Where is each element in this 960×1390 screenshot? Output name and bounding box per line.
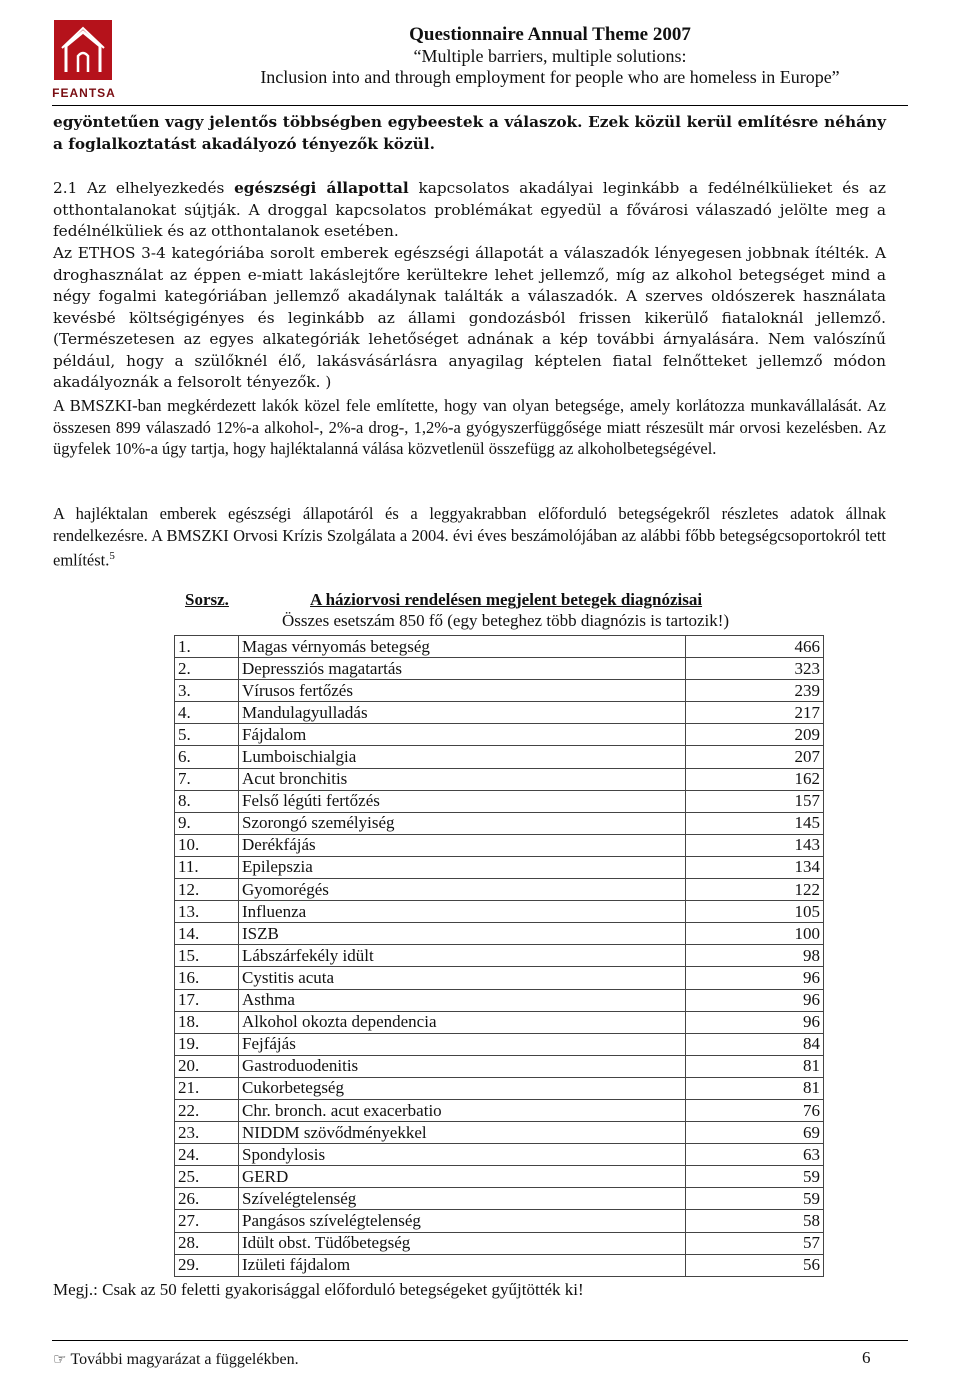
row-rank: 29. xyxy=(175,1254,239,1276)
row-diagnosis: Magas vérnyomás betegség xyxy=(239,636,686,658)
row-count: 239 xyxy=(686,680,824,702)
row-rank: 17. xyxy=(175,989,239,1011)
table-row xyxy=(175,901,824,923)
row-count: 59 xyxy=(686,1166,824,1188)
row-count: 157 xyxy=(686,790,824,812)
row-rank: 18. xyxy=(175,1011,239,1033)
row-diagnosis: Szorongó személyiség xyxy=(239,812,686,834)
feantsa-logo xyxy=(54,20,112,80)
row-count: 81 xyxy=(686,1077,824,1099)
row-rank: 26. xyxy=(175,1188,239,1210)
p2-rest: A droghasználat az éppen e-miatt lakáslejtőre kerültekre lehet jellemző, míg az alkohol betegséget mind a négy fogalmi kategóriában jellemző akadálynak találták a válaszadók. A szerves oldószerek használata kevésbé költségigényes és leginkább az állami gondozásból frissen kikerülő fiataloknál jellemző. (Természetesen az egyes alkategóriák lehetőséget adnának a kép további árnyalására. Nem valószínű például, hogy a szülőknél élő, lakásvásárlásra anyagilag képtelen fiatal felnőtteket jellemző módon akadályoznák a felsorolt tényezők. ) xyxy=(53,244,886,391)
table-row xyxy=(175,1099,824,1121)
p1-end: kapcsolatos akadályai leginkább a fedélnélkülieket és az otthontalanokat sújtják. xyxy=(53,179,886,219)
table-row xyxy=(175,967,824,989)
row-diagnosis: Depressziós magatartás xyxy=(239,658,686,680)
row-count: 69 xyxy=(686,1122,824,1144)
row-count: 143 xyxy=(686,834,824,856)
row-diagnosis: Mandulagyulladás xyxy=(239,702,686,724)
row-rank: 14. xyxy=(175,923,239,945)
row-diagnosis: Cystitis acuta xyxy=(239,967,686,989)
row-diagnosis: Epilepszia xyxy=(239,856,686,878)
intro-paragraph: egyöntetűen vagy jelentős többségben egybeestek a válaszok. Ezek közül kerül említésre néhány a foglalkoztatást akadályozó tényezők közül. xyxy=(53,113,886,153)
row-count: 209 xyxy=(686,724,824,746)
header-title: Questionnaire Annual Theme 2007 xyxy=(409,24,691,45)
row-rank: 27. xyxy=(175,1210,239,1232)
row-rank: 25. xyxy=(175,1166,239,1188)
row-count: 96 xyxy=(686,989,824,1011)
row-diagnosis: Gastroduodenitis xyxy=(239,1055,686,1077)
paragraph-ethos xyxy=(53,243,886,394)
row-diagnosis: Lumboischialgia xyxy=(239,746,686,768)
pointing-hand-icon: ☞ xyxy=(53,1352,67,1368)
row-count: 84 xyxy=(686,1033,824,1055)
table-col-rank-header: Sorsz. xyxy=(185,590,229,609)
row-rank: 19. xyxy=(175,1033,239,1055)
row-diagnosis: Szívelégtelenség xyxy=(239,1188,686,1210)
row-count: 57 xyxy=(686,1232,824,1254)
table-row xyxy=(175,1122,824,1144)
p4-text: A hajléktalan emberek egészségi állapotáról és a leggyakrabban előforduló betegségekről részletes adatok állnak rendelkezésre. A BMSZKI Orvosi Krízis Szolgálata a 2004. évi éves beszámolójában az alábbi főbb betegségcsoportokról tett említést. xyxy=(53,504,886,570)
table-row xyxy=(175,1166,824,1188)
footer-divider xyxy=(52,1340,908,1341)
row-count: 466 xyxy=(686,636,824,658)
row-rank: 13. xyxy=(175,901,239,923)
paragraph-2-1 xyxy=(53,178,886,243)
table-row xyxy=(175,724,824,746)
table-row xyxy=(175,1232,824,1254)
row-count: 81 xyxy=(686,1055,824,1077)
house-logo-icon xyxy=(54,20,112,80)
row-rank: 2. xyxy=(175,658,239,680)
row-diagnosis: Asthma xyxy=(239,989,686,1011)
footer-text: További magyarázat a függelékben. xyxy=(70,1351,299,1368)
row-rank: 5. xyxy=(175,724,239,746)
table-row xyxy=(175,658,824,680)
row-count: 63 xyxy=(686,1144,824,1166)
header-divider xyxy=(52,105,908,106)
row-rank: 8. xyxy=(175,790,239,812)
table-title: A háziorvosi rendelésen megjelent betegek diagnózisai xyxy=(310,590,703,609)
table-row xyxy=(175,1033,824,1055)
table-row xyxy=(175,1144,824,1166)
row-count: 145 xyxy=(686,812,824,834)
table-row xyxy=(175,702,824,724)
row-rank: 16. xyxy=(175,967,239,989)
row-count: 56 xyxy=(686,1254,824,1276)
table-note: Megj.: Csak az 50 feletti gyakorisággal előforduló betegségeket gyűjtötték ki! xyxy=(53,1280,584,1299)
row-count: 122 xyxy=(686,879,824,901)
table-row xyxy=(175,636,824,658)
page-number: 6 xyxy=(862,1348,871,1367)
row-rank: 11. xyxy=(175,856,239,878)
row-rank: 10. xyxy=(175,834,239,856)
row-rank: 22. xyxy=(175,1099,239,1121)
table-row xyxy=(175,1077,824,1099)
table-row xyxy=(175,1254,824,1276)
footer-note xyxy=(53,1350,299,1369)
row-diagnosis: Chr. bronch. acut exacerbatio xyxy=(239,1099,686,1121)
row-count: 59 xyxy=(686,1188,824,1210)
row-diagnosis: ISZB xyxy=(239,923,686,945)
row-count: 76 xyxy=(686,1099,824,1121)
row-count: 100 xyxy=(686,923,824,945)
row-count: 162 xyxy=(686,768,824,790)
header-subtitle-2: Inclusion into and through employment for people who are homeless in Europe” xyxy=(260,67,840,87)
table-row xyxy=(175,856,824,878)
row-count: 217 xyxy=(686,702,824,724)
row-diagnosis: Felső légúti fertőzés xyxy=(239,790,686,812)
table-row xyxy=(175,989,824,1011)
row-rank: 3. xyxy=(175,680,239,702)
row-diagnosis: Derékfájás xyxy=(239,834,686,856)
row-rank: 4. xyxy=(175,702,239,724)
row-count: 207 xyxy=(686,746,824,768)
row-diagnosis: Pangásos szívelégtelenség xyxy=(239,1210,686,1232)
table-row xyxy=(175,1011,824,1033)
table-row xyxy=(175,834,824,856)
row-count: 323 xyxy=(686,658,824,680)
row-rank: 1. xyxy=(175,636,239,658)
row-diagnosis: Alkohol okozta dependencia xyxy=(239,1011,686,1033)
row-diagnosis: Influenza xyxy=(239,901,686,923)
row-diagnosis: Vírusos fertőzés xyxy=(239,680,686,702)
row-diagnosis: Lábszárfekély idült xyxy=(239,945,686,967)
table-row xyxy=(175,680,824,702)
row-rank: 23. xyxy=(175,1122,239,1144)
logo-wordmark: FEANTSA xyxy=(52,86,116,100)
table-row xyxy=(175,790,824,812)
row-rank: 24. xyxy=(175,1144,239,1166)
p1-drug: A droggal kapcsolatos problémákat egyedül a fővárosi válaszadó jelölte meg a fedélnélküliek és az otthontalanok esetében. xyxy=(53,200,886,240)
row-diagnosis: Cukorbetegség xyxy=(239,1077,686,1099)
row-rank: 7. xyxy=(175,768,239,790)
row-count: 96 xyxy=(686,1011,824,1033)
p1-bold: egészségi állapottal xyxy=(234,179,409,197)
table-row xyxy=(175,1055,824,1077)
row-diagnosis: Fejfájás xyxy=(239,1033,686,1055)
row-count: 98 xyxy=(686,945,824,967)
row-rank: 15. xyxy=(175,945,239,967)
row-count: 58 xyxy=(686,1210,824,1232)
paragraph-bmszki: A BMSZKI-ban megkérdezett lakók közel fele említette, hogy van olyan betegsége, amely korlátozza munkavállalását. Az összesen 899 válaszadó 12%-a alkohol-, 2%-a drog-, 1,2%-a gyógyszerfüggősége miatt részesült már orvosi kezelésben. Az ügyfelek 10%-a úgy tartja, hogy hajléktalanná válása közvetlenül összefügg az alkoholbetegségével. xyxy=(53,396,886,458)
row-diagnosis: Acut bronchitis xyxy=(239,768,686,790)
row-count: 96 xyxy=(686,967,824,989)
p1-start: 2.1 Az elhelyezkedés xyxy=(53,179,235,197)
table-row xyxy=(175,945,824,967)
row-count: 134 xyxy=(686,856,824,878)
table-row xyxy=(175,768,824,790)
row-diagnosis: GERD xyxy=(239,1166,686,1188)
paragraph-health-data xyxy=(53,503,886,571)
row-diagnosis: Izületi fájdalom xyxy=(239,1254,686,1276)
table-row xyxy=(175,923,824,945)
table-row xyxy=(175,879,824,901)
row-diagnosis: Fájdalom xyxy=(239,724,686,746)
table-row xyxy=(175,1210,824,1232)
row-rank: 20. xyxy=(175,1055,239,1077)
table-row xyxy=(175,812,824,834)
header-subtitle-1: “Multiple barriers, multiple solutions: xyxy=(413,46,687,66)
row-count: 105 xyxy=(686,901,824,923)
row-diagnosis: Gyomorégés xyxy=(239,879,686,901)
diagnosis-table xyxy=(174,635,824,1277)
row-rank: 21. xyxy=(175,1077,239,1099)
p2-start: Az ETHOS 3-4 kategóriába sorolt emberek egészségi állapotát a válaszadók lényegesen jobbnak ítélték. xyxy=(53,244,870,262)
row-rank: 12. xyxy=(175,879,239,901)
row-diagnosis: Idült obst. Tüdőbetegség xyxy=(239,1232,686,1254)
table-row xyxy=(175,746,824,768)
row-diagnosis: Spondylosis xyxy=(239,1144,686,1166)
row-rank: 9. xyxy=(175,812,239,834)
row-rank: 6. xyxy=(175,746,239,768)
row-diagnosis: NIDDM szövődményekkel xyxy=(239,1122,686,1144)
table-subtitle: Összes esetszám 850 fő (egy beteghez több diagnózis is tartozik!) xyxy=(282,611,730,630)
row-rank: 28. xyxy=(175,1232,239,1254)
table-row xyxy=(175,1188,824,1210)
footnote-ref: 5 xyxy=(109,550,115,562)
